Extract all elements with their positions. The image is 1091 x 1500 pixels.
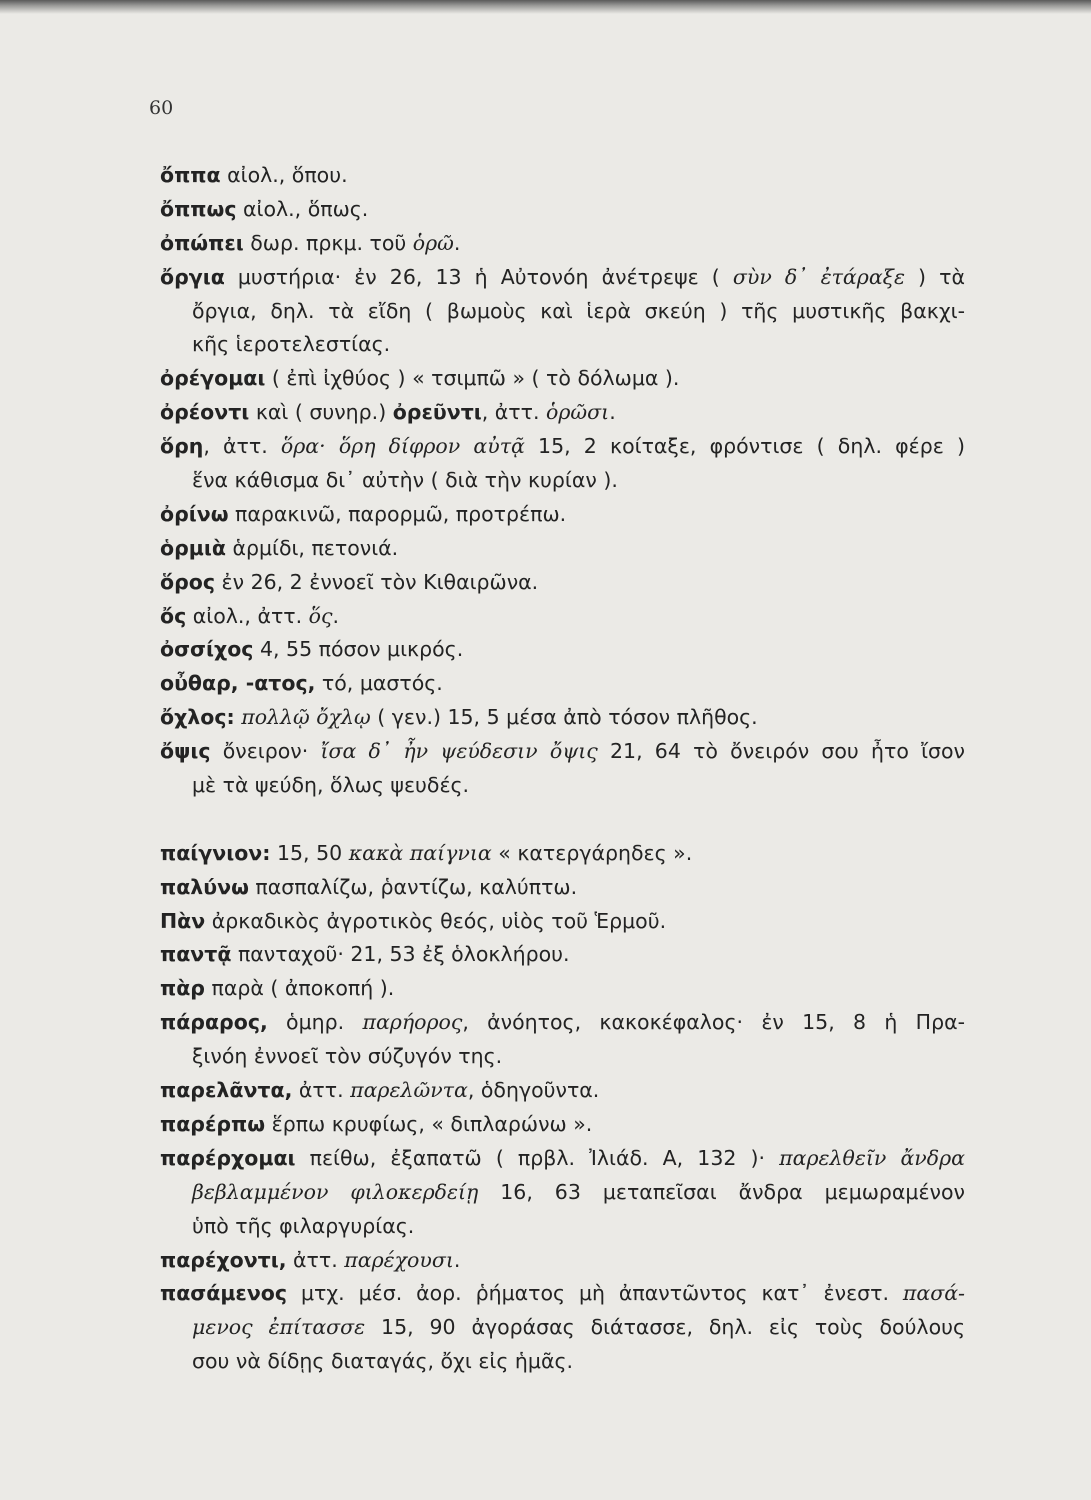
- quoted-text: ὁρῶσι: [546, 400, 610, 425]
- entry-text: αἰολ., ὅπως.: [236, 196, 369, 221]
- entry-line: [160, 938, 965, 972]
- entry-text: ἀρκαδικὸς ἀγροτικὸς θεός, υἱὸς τοῦ Ἑρμοῦ.: [205, 908, 667, 933]
- entry-line: [160, 193, 965, 227]
- entry-text: ὄργια, δηλ. τὰ εἴδη ( βωμοὺς καὶ ἱερὰ σκεύη ) τῆς μυστικῆς βακχι-: [192, 298, 965, 323]
- entry-text: τό, μαστός.: [315, 671, 443, 696]
- entry-line: [160, 1074, 965, 1108]
- entry-line: [160, 905, 965, 939]
- headword: παίγνιον:: [160, 840, 271, 865]
- entry-text: ὁμηρ.: [267, 1010, 363, 1035]
- entry-text: ἐν 26, 2 ἐννοεῖ τὸν Κιθαιρῶνα.: [215, 569, 539, 594]
- glossary-entry: [160, 735, 965, 803]
- entry-text: μὲ τὰ ψεύδη, ὅλως ψευδές.: [192, 773, 470, 798]
- entry-text: 15, 90 ἀγοράσας διάτασσε, δηλ. εἰς τοὺς δούλους: [365, 1315, 965, 1340]
- entry-text: , ὁδηγοῦντα.: [467, 1078, 600, 1103]
- headword: παρέρπω: [160, 1111, 266, 1136]
- entry-line: [160, 871, 965, 905]
- scan-edge: [0, 0, 1091, 14]
- entry-text: πανταχοῦ· 21, 53 ἐξ ὁλοκλήρου.: [231, 942, 570, 967]
- glossary-entry: [160, 871, 965, 905]
- headword: ὀρέοντι: [160, 400, 250, 425]
- glossary-entry: [160, 633, 965, 667]
- entry-text: .: [332, 603, 340, 628]
- quoted-text: παρήορος: [362, 1010, 463, 1035]
- glossary-entry: [160, 1074, 965, 1108]
- entry-line: [160, 1345, 965, 1379]
- entry-text: ἁρμίδι, πετονιά.: [225, 535, 399, 560]
- entry-line: [160, 1244, 965, 1278]
- entry-line: [160, 972, 965, 1006]
- entry-text: « κατεργάρηδες ».: [491, 840, 693, 865]
- headword: παρελᾶντα,: [160, 1078, 293, 1103]
- entry-line: [160, 1176, 965, 1210]
- entry-text: ἀττ.: [286, 1247, 345, 1272]
- entry-text: παρακινῶ, παρορμῶ, προτρέπω.: [228, 501, 567, 526]
- glossary-entry: [160, 938, 965, 972]
- entry-text: σου νὰ δίδῃς διαταγάς, ὄχι εἰς ἡμᾶς.: [192, 1349, 574, 1374]
- entry-line: [160, 701, 965, 735]
- entry-text: , ἀνόητος, κακοκέφαλος· ἐν 15, 8 ἡ Πρα-: [462, 1010, 965, 1035]
- entry-line: [160, 227, 965, 261]
- entry-text: 15, 50: [270, 840, 349, 865]
- entry-text: μυστήρια· ἐν 26, 13 ἡ Αὐτονόη ἀνέτρεψε (: [224, 264, 733, 289]
- entry-text: καὶ ( συνηρ.): [249, 400, 393, 425]
- quoted-text: παρέχουσι: [344, 1247, 454, 1272]
- glossary-entry: [160, 362, 965, 396]
- entry-text: ἀττ.: [292, 1078, 351, 1103]
- entry-line: [160, 1040, 965, 1074]
- headword: οὖθαρ, -ατος,: [160, 671, 316, 696]
- entry-line: [160, 464, 965, 498]
- entry-line: [160, 1006, 965, 1040]
- glossary-entry: [160, 227, 965, 261]
- quoted-text: παρελῶντα: [350, 1078, 468, 1103]
- headword: ὀρίνω: [160, 501, 229, 526]
- glossary-entry: [160, 498, 965, 532]
- entry-text: παρὰ ( ἀποκοπή ).: [204, 976, 395, 1001]
- entry-text: ἕρπω κρυφίως, « διπλαρώνω ».: [265, 1111, 593, 1136]
- entry-line: [160, 1311, 965, 1345]
- headword: παλύνω: [160, 874, 249, 899]
- entry-text: αἰολ., ἀττ.: [186, 603, 309, 628]
- entry-text: , ἀττ.: [481, 400, 547, 425]
- entry-text: , ἀττ.: [203, 434, 281, 459]
- headword: ὅρος: [160, 569, 215, 594]
- headword: ὄργια: [160, 264, 225, 289]
- quoted-text: πασά-: [902, 1281, 965, 1306]
- quoted-text: παρελθεῖν ἄνδρα: [779, 1145, 965, 1170]
- entry-text: 15, 2 κοίταξε, φρόντισε ( δηλ. φέρε ): [524, 434, 965, 459]
- quoted-text: βεβλαμμένον φιλοκερδείῃ: [192, 1179, 479, 1204]
- glossary-entry: [160, 193, 965, 227]
- entry-line: [160, 1210, 965, 1244]
- headword: Πὰν: [160, 908, 206, 933]
- quoted-text: πολλῷ ὄχλῳ: [234, 705, 371, 730]
- entry-text: 4, 55 πόσον μικρός.: [253, 637, 464, 662]
- entry-text: .: [609, 400, 616, 425]
- headword: πὰρ: [160, 976, 205, 1001]
- entry-text: ( γεν.) 15, 5 μέσα ἀπὸ τόσον πλῆθος.: [370, 705, 758, 730]
- glossary-entry: [160, 1277, 965, 1379]
- entry-text: ὑπὸ τῆς φιλαργυρίας.: [192, 1213, 415, 1238]
- headword-variant: ὀρεῦντι: [392, 400, 482, 425]
- glossary-entry: [160, 396, 965, 430]
- glossary-entry: [160, 566, 965, 600]
- entry-text: πείθω, ἐξαπατῶ ( πρβλ. Ἰλιάδ. Α, 132 )·: [295, 1145, 780, 1170]
- entry-text: 21, 64 τὸ ὄνειρόν σου ἦτο ἴσον: [597, 739, 966, 764]
- glossary-entry: [160, 667, 965, 701]
- glossary-entry: [160, 261, 965, 363]
- quoted-text: ὅς: [308, 603, 333, 628]
- glossary-entry: [160, 1108, 965, 1142]
- entry-line: [160, 498, 965, 532]
- quoted-text: ἴσα δ᾽ ἦν ψεύδεσιν ὄψις: [320, 739, 598, 764]
- headword: ὄς: [160, 603, 187, 628]
- headword: παντᾷ: [160, 942, 232, 967]
- entry-line: [160, 1277, 965, 1311]
- entry-line: [160, 600, 965, 634]
- entry-line: [160, 633, 965, 667]
- entry-line: [160, 328, 965, 362]
- glossary-entry: [160, 701, 965, 735]
- headword: ὀπώπει: [160, 230, 244, 255]
- entry-line: [160, 362, 965, 396]
- headword: παρέχοντι,: [160, 1247, 287, 1272]
- headword: ὄππα: [160, 163, 221, 187]
- headword: ὀρέγομαι: [160, 366, 266, 391]
- entry-text: κῆς ἱεροτελεστίας.: [192, 332, 391, 357]
- glossary-entry: [160, 600, 965, 634]
- entry-text: ) τὰ: [904, 264, 966, 289]
- quoted-text: ὁρῶ: [412, 230, 454, 255]
- headword: ὄππως: [160, 196, 237, 221]
- glossary-entry: [160, 837, 965, 871]
- entry-line: [160, 396, 965, 430]
- headword: πάραρος,: [160, 1010, 268, 1035]
- glossary-text: [160, 159, 965, 1379]
- glossary-entry: [160, 1244, 965, 1278]
- entry-text: δωρ. πρκμ. τοῦ: [243, 230, 413, 255]
- entry-text: μτχ. μέσ. ἀορ. ῥήματος μὴ ἀπαντῶντος κατ᾽ ἐνεστ.: [287, 1281, 903, 1306]
- entry-line: [160, 735, 965, 769]
- entry-line: [160, 295, 965, 329]
- entry-line: [160, 1142, 965, 1176]
- entry-text: ὄνειρον·: [210, 739, 321, 764]
- glossary-entry: [160, 159, 965, 193]
- entry-text: 16, 63 μεταπεῖσαι ἄνδρα μεμωραμένον: [478, 1179, 965, 1204]
- quoted-text: μενος ἐπίτασσε: [192, 1315, 366, 1340]
- entry-text: ξινόη ἐννοεῖ τὸν σύζυγόν της.: [192, 1044, 503, 1069]
- page-number: 60: [149, 97, 174, 119]
- entry-line: [160, 769, 965, 803]
- entry-line: [160, 532, 965, 566]
- entry-line: [160, 159, 965, 193]
- entry-text: πασπαλίζω, ῥαντίζω, καλύπτω.: [248, 874, 578, 899]
- glossary-entry: [160, 1006, 965, 1074]
- entry-line: [160, 566, 965, 600]
- glossary-entry: [160, 1142, 965, 1244]
- quoted-text: σὺν δ᾽ ἐτάραξε: [732, 264, 905, 289]
- entry-line: [160, 430, 965, 464]
- headword: ὁρμιὰ: [160, 535, 226, 560]
- glossary-entry: [160, 532, 965, 566]
- section-gap: [160, 803, 965, 837]
- entry-line: [160, 261, 965, 295]
- entry-text: αἰολ., ὅπου.: [220, 163, 348, 187]
- headword: πασάμενος: [160, 1281, 288, 1306]
- entry-text: .: [453, 1247, 461, 1272]
- glossary-entry: [160, 430, 965, 498]
- glossary-entry: [160, 905, 965, 939]
- entry-line: [160, 837, 965, 871]
- headword: ὄχλος:: [160, 705, 235, 730]
- headword: παρέρχομαι: [160, 1145, 296, 1170]
- entry-line: [160, 667, 965, 701]
- headword: ὀσσίχος: [160, 637, 254, 662]
- headword: ὄψις: [160, 739, 211, 764]
- entry-text: ἕνα κάθισμα δι᾽ αὐτὴν ( διὰ τὴν κυρίαν ).: [192, 468, 618, 493]
- headword: ὅρη: [160, 434, 204, 459]
- quoted-text: κακὰ παίγνια: [348, 840, 492, 865]
- entry-text: .: [453, 230, 461, 255]
- glossary-entry: [160, 972, 965, 1006]
- quoted-text: ὅρα· ὅρη δίφρον αὐτᾷ: [280, 434, 525, 459]
- entry-line: [160, 1108, 965, 1142]
- entry-text: ( ἐπὶ ἰχθύος ) « τσιμπῶ » ( τὸ δόλωμα ).: [265, 366, 680, 391]
